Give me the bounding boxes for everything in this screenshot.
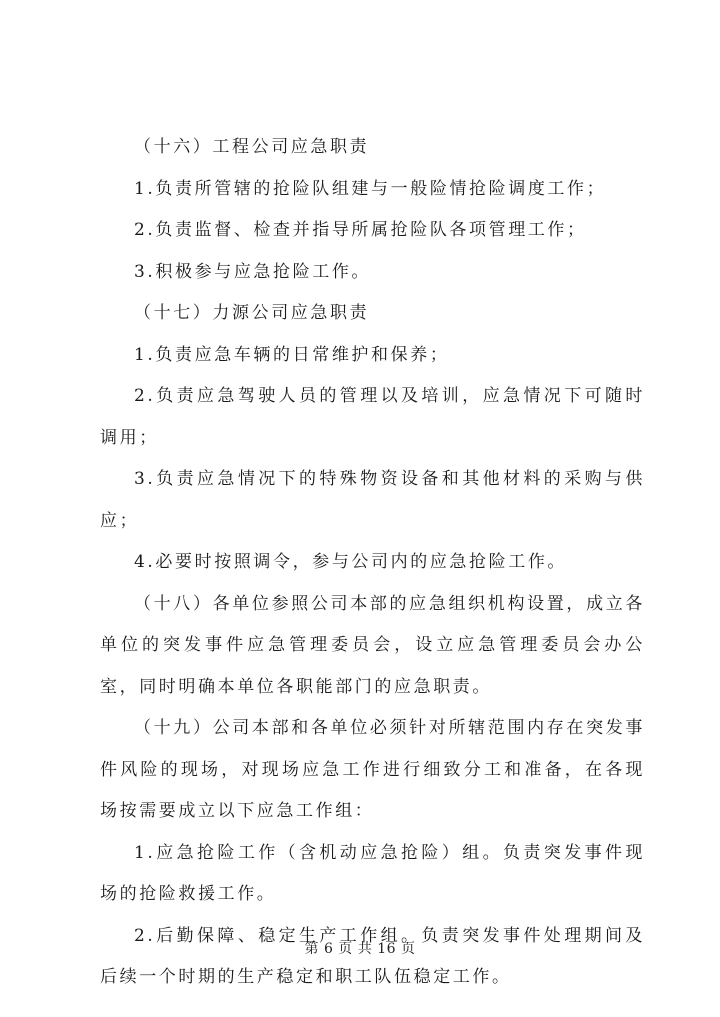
paragraph: 3.积极参与应急抢险工作。 [134, 261, 372, 282]
paragraph: 1.负责应急车辆的日常维护和保养； [134, 344, 450, 365]
paragraph: 2.负责监督、检查并指导所属抢险队各项管理工作； [134, 220, 587, 240]
paragraph: 1.应急抢险工作（含机动应急抢险）组。负责突发事件现场的抢险救援工作。 [100, 842, 645, 904]
paragraph: 1.负责所管辖的抢险队组建与一般险情抢险调度工作； [134, 178, 607, 199]
paragraph: （十七）力源公司应急职责 [134, 303, 370, 323]
paragraph: （十八）各单位参照公司本部的应急组织机构设置，成立各单位的突发事件应急管理委员会，设立应急管理委员会办公室，同时明确本单位各职能部门的应急职责。 [100, 593, 645, 697]
paragraph: 2.负责应急驾驶人员的管理以及培训，应急情况下可随时调用； [100, 386, 645, 448]
paragraph: 4.必要时按照调令，参与公司内的应急抢险工作。 [134, 552, 568, 572]
page-number-footer: 第 6 页 共 16 页 [304, 941, 416, 957]
paragraph: （十九）公司本部和各单位必须针对所辖范围内存在突发事件风险的现场，对现场应急工作进行细致分工和准备，在各现场按需要成立以下应急工作组： [100, 718, 645, 821]
paragraph: （十六）工程公司应急职责 [134, 137, 370, 157]
paragraph: 3.负责应急情况下的特殊物资设备和其他材料的采购与供应； [100, 469, 645, 531]
document-body [100, 127, 645, 999]
paragraph: 2.后勤保障、稳定生产工作组。负责突发事件处理期间及后续一个时期的生产稳定和职工队伍稳定工作。 [100, 925, 645, 987]
